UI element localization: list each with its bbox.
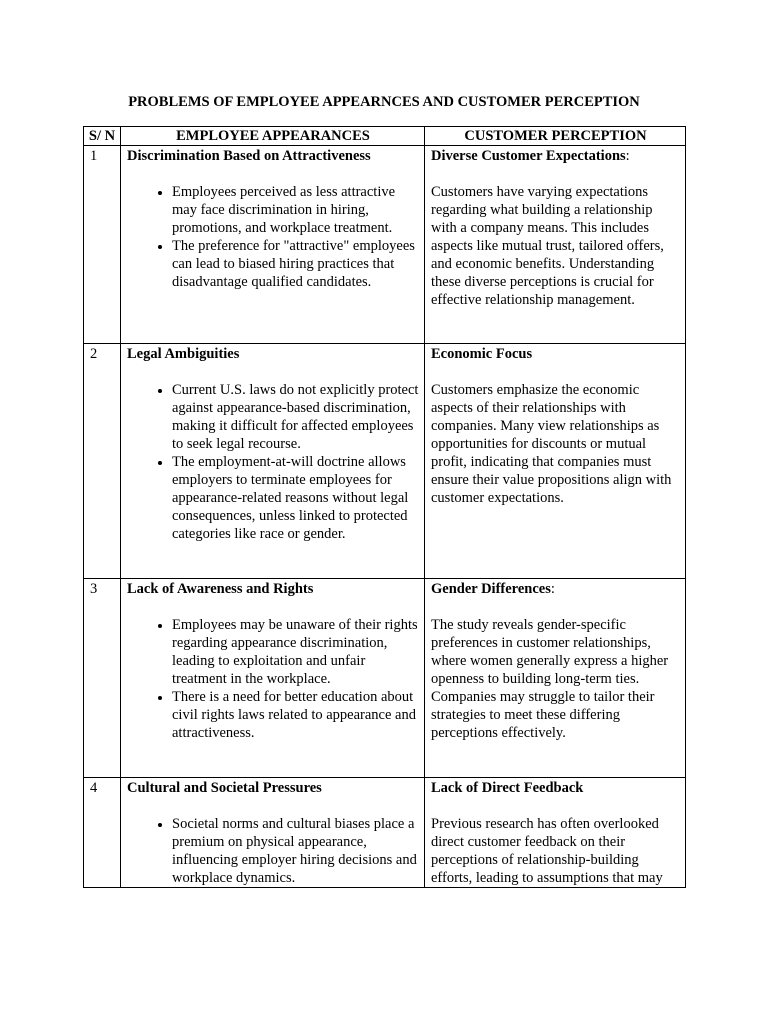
bullet-item: • Employees perceived as less attractive may face discrimination in hiring, promotions, and workplace treatment. bbox=[172, 183, 419, 237]
row-number: 1 bbox=[84, 146, 121, 344]
employee-bullet-list bbox=[127, 183, 419, 291]
employee-heading: Cultural and Societal Pressures bbox=[127, 780, 322, 796]
customer-description: Customers emphasize the economic aspects of their relationships with companies. Many view relationships as opportunities for discounts or mutual profit, indicating that companies must ensure their value propositions align with customer expectations. bbox=[431, 382, 672, 506]
customer-heading-line bbox=[431, 345, 680, 363]
table-row bbox=[84, 579, 686, 778]
customer-heading-suffix: : bbox=[550, 581, 555, 597]
customer-heading: Lack of Direct Feedback bbox=[431, 780, 584, 796]
table-header-row bbox=[84, 127, 686, 146]
header-sn: S/ N bbox=[84, 127, 121, 146]
bullet-item: • There is a need for better education about civil rights laws related to appearance and attractiveness. bbox=[172, 688, 419, 742]
bullet-item: • Current U.S. laws do not explicitly protect against appearance-based discrimination, making it difficult for affected employees to seek legal recourse. bbox=[172, 381, 419, 453]
employee-bullet-list bbox=[127, 815, 419, 887]
employee-bullet-list bbox=[127, 381, 419, 543]
customer-heading-line bbox=[431, 147, 680, 165]
bullet-item: • Employees may be unaware of their rights regarding appearance discrimination, leading to exploitation and unfair treatment in the workplace. bbox=[172, 616, 419, 688]
customer-heading: Economic Focus bbox=[431, 346, 533, 362]
customer-description: The study reveals gender-specific preferences in customer relationships, where women generally express a higher openness to building long-term ties. Companies may struggle to tailor their strategies to meet these differing perceptions effectively. bbox=[431, 617, 669, 741]
table-row bbox=[84, 146, 686, 344]
table-row bbox=[84, 344, 686, 579]
employee-heading: Legal Ambiguities bbox=[127, 346, 240, 362]
bullet-item: • Societal norms and cultural biases place a premium on physical appearance, influencing employer hiring decisions and workplace dynamics. bbox=[172, 815, 419, 887]
customer-heading: Diverse Customer Expectations bbox=[431, 148, 626, 164]
customer-description: Previous research has often overlooked direct customer feedback on their perceptions of relationship-building efforts, leading to assumptions that may bbox=[431, 816, 663, 886]
customer-description: Customers have varying expectations regarding what building a relationship with a company means. This includes aspects like mutual trust, tailored offers, and economic benefits. Understanding these diverse perceptions is crucial for effective relationship management. bbox=[431, 184, 664, 308]
header-customer-perception: CUSTOMER PERCEPTION bbox=[425, 127, 686, 146]
employee-bullet-list bbox=[127, 616, 419, 742]
customer-heading: Gender Differences bbox=[431, 581, 551, 597]
employee-cell bbox=[121, 344, 425, 579]
problems-table bbox=[83, 126, 686, 888]
row-number: 3 bbox=[84, 579, 121, 778]
customer-heading-line bbox=[431, 580, 680, 598]
header-employee-appearances: EMPLOYEE APPEARANCES bbox=[121, 127, 425, 146]
row-number: 2 bbox=[84, 344, 121, 579]
customer-heading-suffix: : bbox=[625, 148, 630, 164]
employee-cell bbox=[121, 579, 425, 778]
customer-cell bbox=[425, 778, 686, 888]
employee-heading: Discrimination Based on Attractiveness bbox=[127, 148, 371, 164]
bullet-item: • The employment-at-will doctrine allows employers to terminate employees for appearance-related reasons without legal consequences, unless linked to protected categories like race or gender. bbox=[172, 453, 419, 543]
document-title: PROBLEMS OF EMPLOYEE APPEARNCES AND CUSTOMER PERCEPTION bbox=[128, 94, 640, 110]
employee-cell bbox=[121, 146, 425, 344]
customer-cell bbox=[425, 579, 686, 778]
row-number: 4 bbox=[84, 778, 121, 888]
customer-cell bbox=[425, 344, 686, 579]
employee-heading: Lack of Awareness and Rights bbox=[127, 581, 314, 597]
employee-cell bbox=[121, 778, 425, 888]
bullet-item: • The preference for "attractive" employees can lead to biased hiring practices that disadvantage qualified candidates. bbox=[172, 237, 419, 291]
customer-cell bbox=[425, 146, 686, 344]
table-row bbox=[84, 778, 686, 888]
customer-heading-line bbox=[431, 779, 680, 797]
